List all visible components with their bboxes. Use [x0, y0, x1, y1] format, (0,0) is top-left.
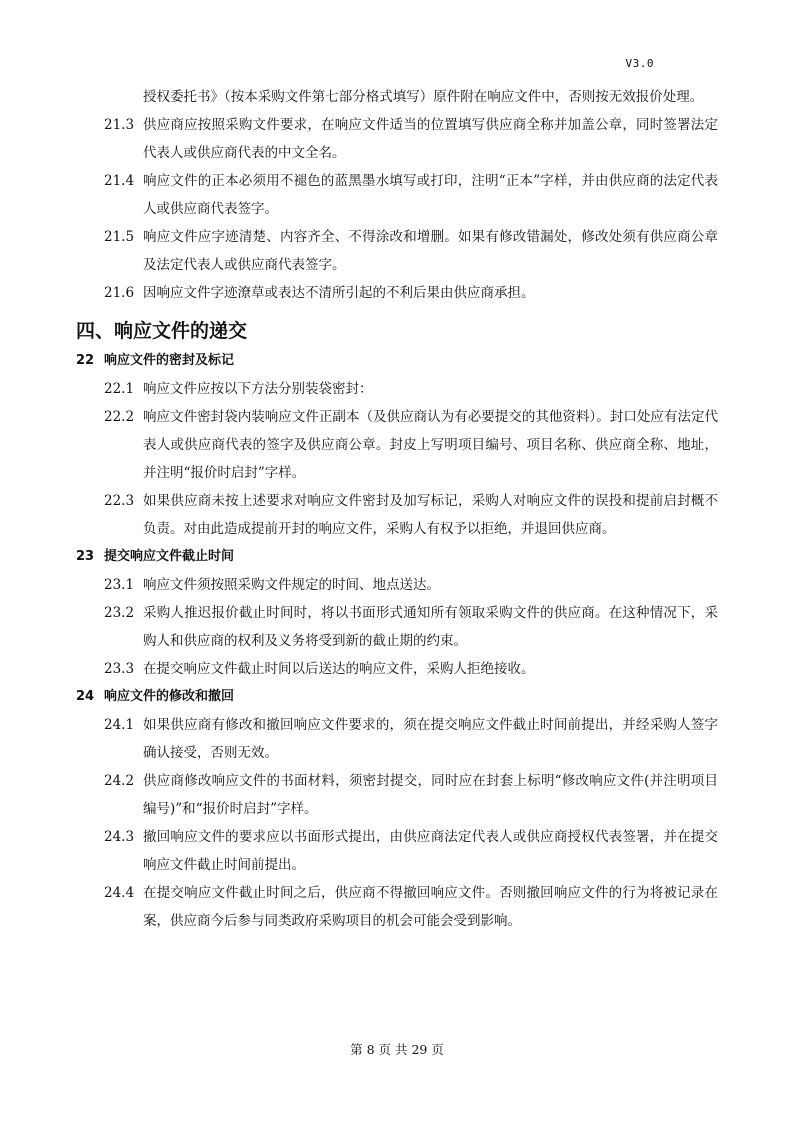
clause-22-3: 22.3 如果供应商未按上述要求对响应文件密封及加写标记，采购人对响应文件的误投和提前启封概不负责。对由此造成提前开封的响应文件，采购人有权予以拒绝，并退回供应商。: [104, 493, 718, 537]
clause-21-5: 21.5 响应文件应字迹清楚、内容齐全、不得涂改和增删。如果有修改错漏处，修改处须有供应商公章及法定代表人或供应商代表签字。: [104, 229, 718, 273]
version-label: V3.0: [625, 57, 654, 70]
clause-24-3: 24.3 撤回响应文件的要求应以书面形式提出，由供应商法定代表人或供应商授权代表签署，并在提交响应文件截止时间前提出。: [104, 829, 718, 873]
document-body: [76, 83, 718, 935]
clause-24-4: 24.4 在提交响应文件截止时间之后，供应商不得撤回响应文件。否则撤回响应文件的行为将被记录在案，供应商今后参与同类政府采购项目的机会可能会受到影响。: [104, 885, 718, 929]
section-heading: 四、响应文件的递交: [76, 320, 248, 342]
clause-23-3: 23.3 在提交响应文件截止时间以后送达的响应文件，采购人拒绝接收。: [104, 661, 535, 677]
clause-22-2: 22.2 响应文件密封袋内装响应文件正副本（及供应商认为有必要提交的其他资料）。封口处应有法定代表人或供应商代表的签字及供应商公章。封皮上写明项目编号、项目名称、供应商全称、地址，并注明“报价时启封”字样。: [104, 409, 718, 481]
intro-continuation: 授权委托书》（按本采购文件第七部分格式填写）原件附在响应文件中，否则按无效报价处理。: [143, 89, 704, 105]
heading-24: 24 响应文件的修改和撤回: [76, 689, 235, 704]
clause-23-2: 23.2 采购人推迟报价截止时间时，将以书面形式通知所有领取采购文件的供应商。在这种情况下，采购人和供应商的权利及义务将受到新的截止期的约束。: [104, 605, 718, 649]
clause-24-2: 24.2 供应商修改响应文件的书面材料，须密封提交，同时应在封套上标明“修改响应文件(并注明项目编号)”和“报价时启封”字样。: [104, 773, 718, 817]
clause-21-4: 21.4 响应文件的正本必须用不褪色的蓝黑墨水填写或打印，注明“正本”字样，并由供应商的法定代表人或供应商代表签字。: [104, 173, 718, 217]
clause-21-6: 21.6 因响应文件字迹潦草或表达不清所引起的不利后果由供应商承担。: [104, 285, 535, 301]
heading-22: 22 响应文件的密封及标记: [76, 353, 235, 368]
clause-22-1: 22.1 响应文件应按以下方法分别装袋密封：: [104, 381, 373, 397]
clause-21-3: 21.3 供应商应按照采购文件要求，在响应文件适当的位置填写供应商全称并加盖公章，同时签署法定代表人或供应商代表的中文全名。: [104, 117, 718, 161]
clause-24-1: 24.1 如果供应商有修改和撤回响应文件要求的，须在提交响应文件截止时间前提出，并经采购人签字确认接受，否则无效。: [104, 717, 718, 761]
heading-23: 23 提交响应文件截止时间: [76, 549, 235, 564]
clause-23-1: 23.1 响应文件须按照采购文件规定的时间、地点送达。: [104, 577, 440, 593]
page-number: 第 8 页 共 29 页: [350, 1042, 444, 1057]
